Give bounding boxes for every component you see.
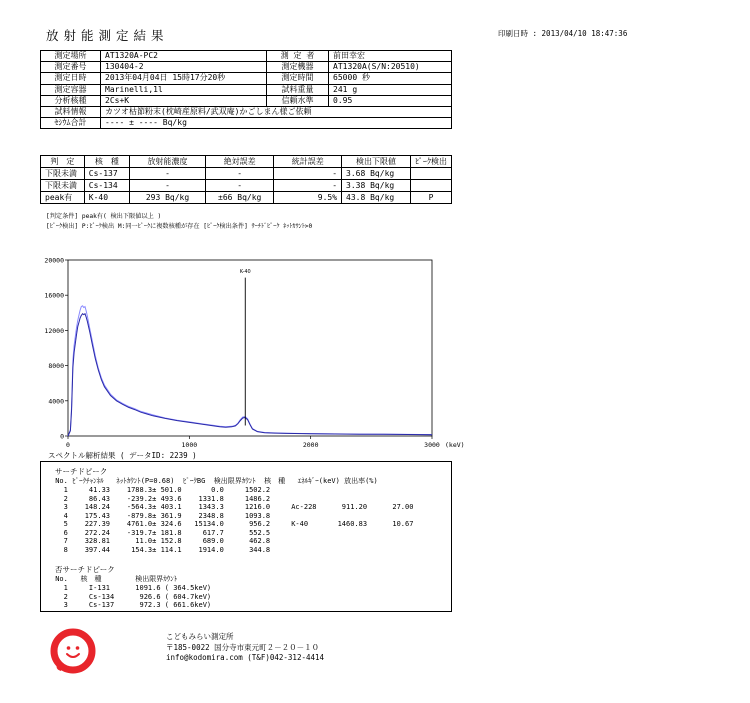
measurement-info-table [40,50,452,129]
lab-logo [50,628,96,674]
y-tick-label: 16000 [44,291,64,300]
info-value: 241 g [329,84,452,95]
activity-cell: - [130,168,206,180]
info-label: 測定場所 [41,51,101,62]
judgement-condition-note: [判定条件] peak有( 検出下限値以上 ) [46,213,162,220]
info-label: 試料重量 [267,84,329,95]
statistical-error-cell: 9.5% [274,192,342,204]
statistical-error-cell: - [274,168,342,180]
non-searched-peak-row: 3 Cs-137 972.3 ( 661.6keV) [51,601,212,609]
info-row [41,51,452,62]
info-value: 2Cs+K [101,95,267,106]
results-header: 絶対誤差 [205,156,274,168]
searched-peaks-header: No. ﾋﾟｰｸﾁｬﾝﾈﾙ ﾈｯﾄｶｳﾝﾄ(P=0.68) ﾋﾟｰｸBG 検出限界ｶｳﾝﾄ 核 種 ｴﾈﾙｷﾞｰ(keV) 放出率(%) [51,477,378,485]
results-header: 放射能濃度 [130,156,206,168]
non-searched-peak-row: 2 Cs-134 926.6 ( 604.7keV) [51,592,212,601]
results-header: ﾋﾟｰｸ検出 [410,156,451,168]
searched-peak-row: 4 175.43 -879.8± 361.9 2348.8 1093.8 [51,511,271,520]
non-searched-peak-row: 1 I-131 1091.6 ( 364.5keV) [51,584,212,592]
x-tick-label: 1000 [181,441,198,449]
searched-peak-row: 3 148.24 -564.3± 403.1 1343.3 1216.0 Ac-228 911.20 27.00 [51,503,414,511]
peak-analysis-box [40,461,452,612]
x-tick-label: 3000 [424,441,440,449]
detection-limit-cell: 3.38 Bq/kg [342,180,411,192]
results-header: 判 定 [41,156,85,168]
nuclide-cell: Cs-134 [84,180,129,192]
info-value: 130404-2 [101,62,267,73]
searched-peak-row: 1 41.33 1788.3± 501.0 0.0 1502.2 [51,486,271,494]
absolute-error-cell: ±66 Bq/kg [205,192,274,204]
info-label: 測定時間 [267,73,329,84]
detection-limit-cell: 43.8 Bq/kg [342,192,411,204]
info-value: Marinelli,1l [101,84,267,95]
y-tick-label: 4000 [48,397,64,406]
spectrum-chart [40,252,465,449]
results-header: 検出下限値 [342,156,411,168]
peak-detect-cell [410,180,451,192]
info-row [41,95,452,106]
sample-info-label: 試料情報 [41,106,101,117]
cesium-total-label: ｾｼｳﾑ合計 [41,118,101,129]
results-row [41,168,452,180]
info-row [41,62,452,73]
peak-marker-label: K-40 [239,269,251,276]
non-searched-peaks-title: 否サーチドピーク [55,565,115,574]
results-row [41,192,452,204]
info-label: 測定日時 [41,73,101,84]
spectrum-analysis-title: スペクトル解析結果 ( データID: 2239 ) [48,451,197,460]
logo-eye [67,646,71,650]
nuclide-cell: K-40 [84,192,129,204]
info-row [41,84,452,95]
results-row [41,180,452,192]
results-header: 核 種 [84,156,129,168]
activity-cell: 293 Bq/kg [130,192,206,204]
info-row [41,73,452,84]
sample-info-value: カツオ枯節粉末(枕崎産原料/武双庵)かごしまん様ご依頼 [101,106,452,117]
y-tick-label: 20000 [44,256,64,265]
y-tick-label: 0 [60,432,64,441]
non-searched-peaks-header: No. 核 種 検出限界ｶｳﾝﾄ [51,575,178,583]
searched-peak-row: 7 328.81 11.0± 152.8 689.0 462.8 [51,537,271,545]
lab-address: 〒185-0022 国分寺市東元町２－２０－１０ [166,643,320,652]
activity-cell: - [130,180,206,192]
logo-face [61,639,85,663]
detection-limit-cell: 3.68 Bq/kg [342,168,411,180]
results-header-row [41,156,452,168]
searched-peak-row: 5 227.39 4761.0± 324.6 15134.0 956.2 K-40 1460.83 10.67 [51,520,414,528]
results-header: 統計誤差 [274,156,342,168]
searched-peak-row: 2 86.43 -239.2± 493.6 1331.8 1486.2 [51,494,271,503]
info-label: 測定番号 [41,62,101,73]
results-table [40,155,452,204]
lab-name: こどもみらい測定所 [166,632,234,641]
judgement-cell: 下限未満 [41,168,85,180]
cesium-total-value: ---- ± ---- Bq/kg [101,118,452,129]
x-axis-unit: (keV) [445,441,465,449]
info-label: 分析核種 [41,95,101,106]
y-tick-label: 12000 [44,326,64,335]
info-value: AT1320A(S/N:20510) [329,62,452,73]
searched-peak-row: 6 272.24 -319.7± 181.8 617.7 552.5 [51,528,271,537]
info-value: 0.95 [329,95,452,106]
info-label: 測定機器 [267,62,329,73]
plot-frame [68,260,432,436]
y-tick-label: 8000 [48,362,64,371]
logo-eye [76,646,80,650]
spectrum-series-line [68,314,432,436]
info-value: 2013年04月04日 15時17分20秒 [101,73,267,84]
info-value: 65000 秒 [329,73,452,84]
statistical-error-cell: - [274,180,342,192]
peak-detect-cell [410,168,451,180]
judgement-cell: 下限未満 [41,180,85,192]
absolute-error-cell: - [205,168,274,180]
info-label: 測定容器 [41,84,101,95]
judgement-cell: peak有 [41,192,85,204]
print-date: 印刷日時 : 2013/04/10 18:47:36 [498,29,628,38]
x-tick-label: 2000 [302,441,319,449]
searched-peaks-title: サーチドピーク [55,467,108,476]
info-label: 信頼水準 [267,95,329,106]
searched-peak-row: 8 397.44 154.3± 114.1 1914.0 344.8 [51,545,271,554]
spectrum-series-line [68,306,432,436]
info-value: 前田幸宏 [329,51,452,62]
absolute-error-cell: - [205,180,274,192]
peak-detect-cell: P [410,192,451,204]
info-row [41,118,452,129]
info-label: 測 定 者 [267,51,329,62]
info-value: AT1320A-PC2 [101,51,267,62]
peak-detection-note: [ﾋﾟｰｸ検出] P:ﾋﾟｰｸ検出 M:同一ﾋﾟｰｸに複数核種が存在 [ﾋﾟｰｸ検出条件] ｻｰﾁﾄﾞﾋﾟｰｸ ﾈｯﾄｶｳﾝﾄ>0 [46,223,313,230]
info-row [41,106,452,117]
x-tick-label: 0 [66,441,70,449]
report-title: 放射能測定結果 [46,28,169,43]
nuclide-cell: Cs-137 [84,168,129,180]
lab-contact: info@kodomira.com (T&F)042-312-4414 [166,653,325,662]
